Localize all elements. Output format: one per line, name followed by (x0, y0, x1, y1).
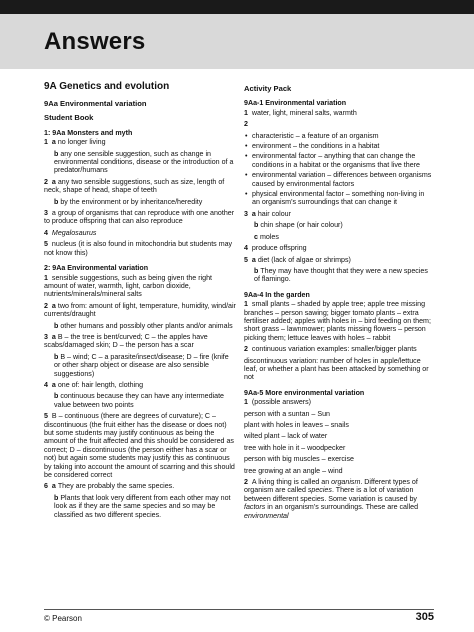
answer-item: 1 a no longer living (44, 138, 106, 147)
answer-item: 2 (244, 120, 248, 129)
definition-item: • environmental variation – differences between organisms caused by environmental factors (252, 171, 434, 188)
block-title: 1: 9Aa Monsters and myth (44, 128, 133, 137)
answer-item: 6 a They are probably the same species. (44, 482, 175, 491)
header-banner (0, 14, 474, 69)
block-title: 9Aa-1 Environmental variation (244, 99, 347, 108)
answer-list (44, 274, 236, 520)
definition-item: • environmental factor – anything that can change the conditions in a habitat or the organisms that live there (252, 152, 434, 169)
answer-list (244, 210, 434, 284)
block-title: 9Aa-4 In the garden (244, 290, 310, 299)
definition-item: • environment – the conditions in a habitat (252, 142, 434, 150)
answer-item: 2 a two from: amount of light, temperature, humidity, wind/air currents/draught (44, 301, 236, 319)
page-title: Answers (44, 28, 146, 55)
answer-item: 1 (possible answers) (244, 398, 312, 407)
answer-item: 3 a B – the tree is bent/curved; C – the apples have scabs/damaged skin; D – the person has a scar (44, 332, 208, 350)
answer-item: 1 water, light, mineral salts, warmth (244, 108, 357, 117)
right-column (244, 81, 434, 523)
block-title: 2: 9Aa Environmental variation (44, 264, 149, 273)
answer-line: plant with holes in leaves – snails (244, 421, 349, 429)
answer-list (244, 410, 434, 475)
answer-item: 1 small plants – shaded by apple tree; apple tree missing branches – person sawing; bigger tomato plants – extra fertiliser added; apples with holes in – bird feeding on them; short grass – lawnmower; plants missing flowers – person picking them; lettuce leaves with holes – rabbit (244, 300, 431, 342)
answer-item: 4 a one of: hair length, clothing (44, 380, 144, 389)
answer-item: 4 Megalosaurus (44, 228, 97, 237)
answer-item: b chin shape (or hair colour) (254, 221, 343, 230)
answer-item: 2 A living thing is called an organism. Different types of organism are called species. There is a lot of variation between different species. Some variation is caused by factors in an organism’s surroundings. These are called environmental (244, 478, 419, 520)
answer-item: 2 continuous variation examples: smaller/bigger plants (244, 345, 417, 354)
answer-item: b by the environment or by inheritance/heredity (54, 197, 203, 206)
definition-item: • characteristic – a feature of an organism (252, 132, 434, 140)
answer-line: tree with hole in it – woodpecker (244, 443, 346, 452)
answer-item: 1 sensible suggestions, such as being given the right amount of water, warmth, light, carbon dioxide, nutrients/minerals/mineral salts (44, 273, 213, 299)
answer-item: b Plants that look very different from each other may not look as if they are the same species and so may be classified as two different species. (54, 493, 231, 519)
answer-item: 4 produce offspring (244, 244, 307, 253)
answer-item: b B – wind; C – a parasite/insect/disease; D – fire (knife or other sharp object or disease are also sensible suggestions) (54, 352, 229, 378)
book-label: Student Book (44, 113, 94, 123)
answer-item: c moles (254, 232, 279, 241)
answer-list (44, 138, 236, 257)
definition-item: • physical environmental factor – something non-living in an organism’s surroundings that can change it (252, 190, 434, 207)
answer-line: tree growing at an angle – wind (244, 466, 343, 475)
answer-item: 3 a group of organisms that can reproduce with one another to produce offspring that can also reproduce (44, 209, 235, 226)
answer-line: person with a suntan – Sun (244, 409, 330, 418)
section-title: 9A Genetics and evolution (44, 81, 170, 92)
answer-item: 5 B – continuous (there are degrees of curvature); C – discontinuous (the fruit either has the disease or does not) but some students may justify continuous as being the amount of the fruit affected and this should be considered as correct; D – discontinuous (the person either has a scar or not) but again some students may justify this as continuous by taking into account the amount of scarring and this should be considered correct (44, 412, 235, 480)
pack-label: Activity Pack (244, 84, 292, 93)
footer-rule (44, 609, 434, 610)
answer-item: 5 a diet (lack of algae or shrimps) (244, 255, 351, 264)
left-column (44, 81, 236, 522)
answer-line: wilted plant – lack of water (244, 432, 328, 441)
publisher: © Pearson (44, 614, 82, 623)
top-black-bar (0, 0, 474, 14)
definition-list (244, 132, 434, 207)
answer-item: discontinuous variation: number of holes in apple/lettuce leaf, or whether a plant has been attacked by something or not (244, 356, 429, 382)
answer-item: 2 a any two sensible suggestions, such as size, length of neck, shape of head, shape of teeth (44, 177, 225, 195)
block-title: 9Aa-5 More environmental variation (244, 388, 365, 397)
page-number: 305 (415, 611, 434, 623)
subsection-title: 9Aa Environmental variation (44, 99, 147, 108)
answer-line: person with big muscles – exercise (244, 455, 355, 464)
answer-item: 3 a hair colour (244, 209, 291, 218)
answer-item: b continuous because they can have any intermediate value between two points (54, 392, 224, 409)
answer-item: b They may have thought that they were a new species of flamingo. (254, 266, 428, 284)
answer-item: b any one sensible suggestion, such as change in environmental conditions, disease or the introduction of a predator/humans (54, 149, 234, 175)
answer-item: 5 nucleus (it is also found in mitochondria but students may not know this) (44, 240, 233, 257)
answer-item: b other humans and possibly other plants and/or animals (54, 321, 233, 330)
